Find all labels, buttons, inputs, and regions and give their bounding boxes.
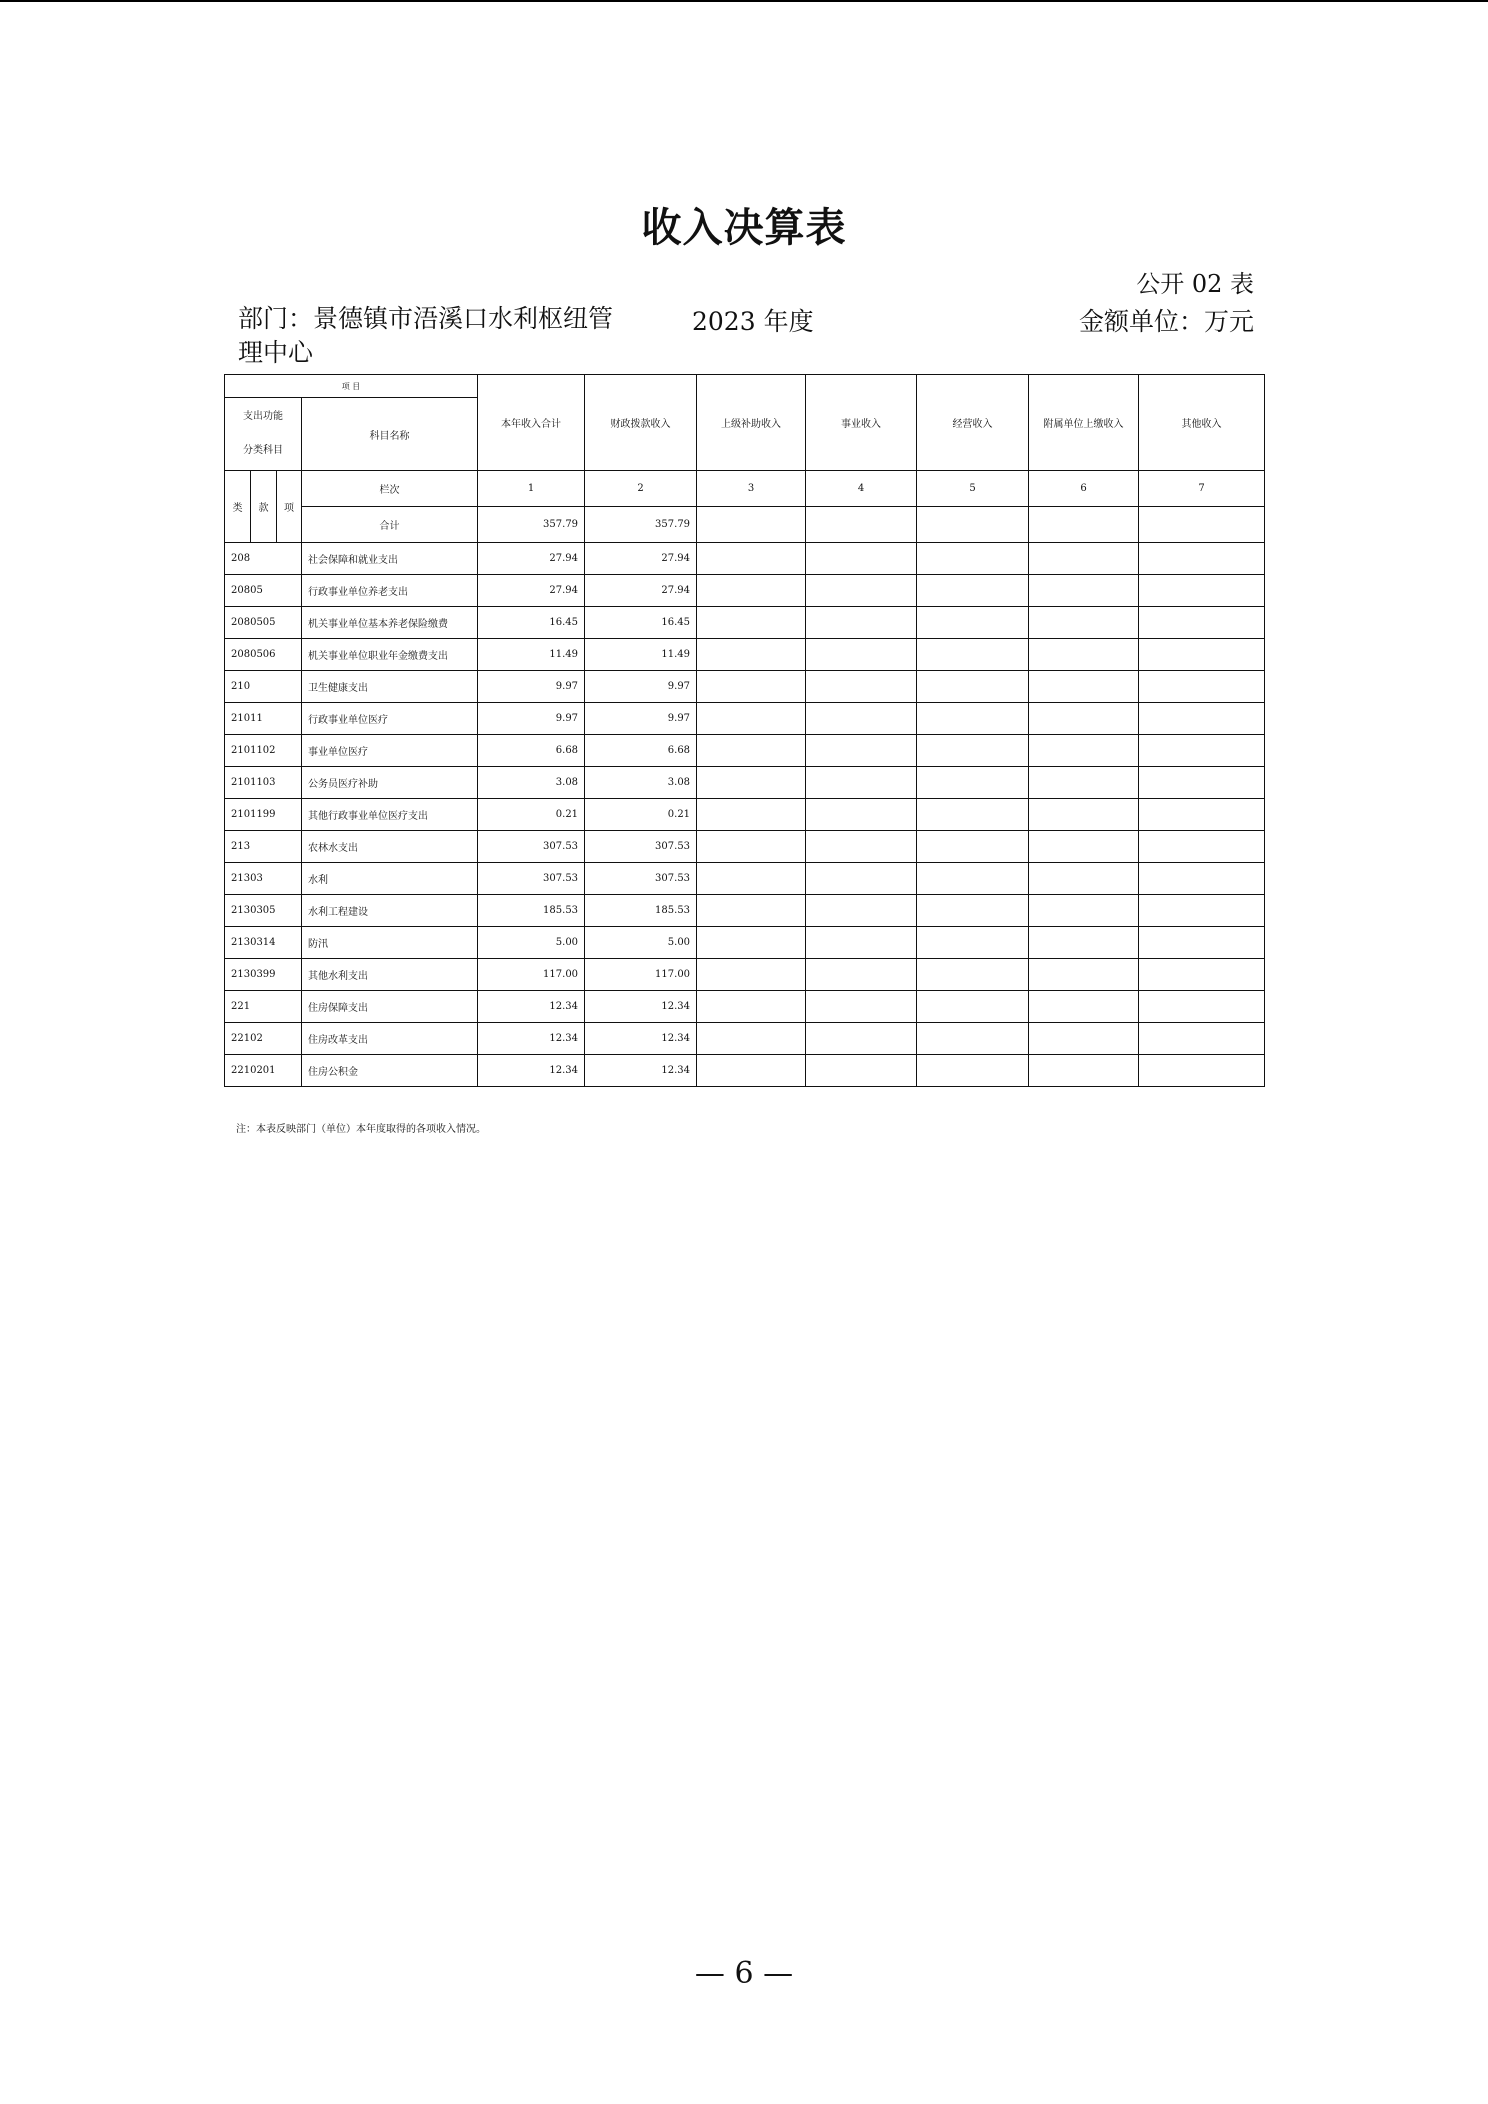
row-operating-income <box>917 639 1029 671</box>
row-superior-subsidy <box>697 831 806 863</box>
row-business-income <box>806 767 917 799</box>
row-subject-name: 住房保障支出 <box>302 991 478 1023</box>
row-other-income <box>1139 959 1265 991</box>
row-affiliated-remittance <box>1029 799 1139 831</box>
row-fiscal-appropriation: 12.34 <box>585 1055 697 1087</box>
col-header-affiliated-remittance: 附属单位上缴收入 <box>1029 375 1139 471</box>
row-business-income <box>806 671 917 703</box>
col-header-total-income: 本年收入合计 <box>478 375 585 471</box>
row-operating-income <box>917 607 1029 639</box>
row-business-income <box>806 543 917 575</box>
row-subject-name: 机关事业单位基本养老保险缴费 <box>302 607 478 639</box>
row-business-income <box>806 607 917 639</box>
row-operating-income <box>917 543 1029 575</box>
row-subject-name: 公务员医疗补助 <box>302 767 478 799</box>
row-fiscal-appropriation: 6.68 <box>585 735 697 767</box>
row-total-income: 185.53 <box>478 895 585 927</box>
row-superior-subsidy <box>697 959 806 991</box>
row-affiliated-remittance <box>1029 991 1139 1023</box>
row-code: 213 <box>225 831 302 863</box>
row-total-income: 9.97 <box>478 703 585 735</box>
row-affiliated-remittance <box>1029 639 1139 671</box>
income-statement-table <box>224 374 1265 1087</box>
func-category-header <box>225 398 302 471</box>
row-fiscal-appropriation: 27.94 <box>585 575 697 607</box>
row-fiscal-appropriation: 3.08 <box>585 767 697 799</box>
row-total-income: 3.08 <box>478 767 585 799</box>
total-empty-cell <box>697 507 806 543</box>
row-superior-subsidy <box>697 991 806 1023</box>
table-row <box>225 543 1265 575</box>
row-business-income <box>806 831 917 863</box>
row-code: 2130305 <box>225 895 302 927</box>
row-subject-name: 水利 <box>302 863 478 895</box>
row-other-income <box>1139 799 1265 831</box>
row-fiscal-appropriation: 9.97 <box>585 703 697 735</box>
column-number-row <box>225 471 1265 507</box>
row-superior-subsidy <box>697 607 806 639</box>
row-subject-name: 其他行政事业单位医疗支出 <box>302 799 478 831</box>
table-row <box>225 831 1265 863</box>
row-subject-name: 社会保障和就业支出 <box>302 543 478 575</box>
row-code: 2210201 <box>225 1055 302 1087</box>
row-total-income: 307.53 <box>478 831 585 863</box>
row-code: 2080506 <box>225 639 302 671</box>
row-superior-subsidy <box>697 895 806 927</box>
row-fiscal-appropriation: 5.00 <box>585 927 697 959</box>
page-title: 收入决算表 <box>641 204 847 251</box>
row-subject-name: 机关事业单位职业年金缴费支出 <box>302 639 478 671</box>
row-code: 208 <box>225 543 302 575</box>
row-affiliated-remittance <box>1029 863 1139 895</box>
row-business-income <box>806 863 917 895</box>
row-operating-income <box>917 767 1029 799</box>
table-row <box>225 991 1265 1023</box>
page-top-border <box>0 0 1488 2</box>
form-number: 公开 02 表 <box>1136 270 1254 298</box>
row-operating-income <box>917 927 1029 959</box>
row-total-income: 6.68 <box>478 735 585 767</box>
total-row <box>225 507 1265 543</box>
row-other-income <box>1139 1055 1265 1087</box>
row-code: 20805 <box>225 575 302 607</box>
row-operating-income <box>917 991 1029 1023</box>
row-code: 2080505 <box>225 607 302 639</box>
table-row <box>225 863 1265 895</box>
row-affiliated-remittance <box>1029 927 1139 959</box>
row-fiscal-appropriation: 9.97 <box>585 671 697 703</box>
fiscal-year: 2023 年度 <box>692 307 814 336</box>
row-operating-income <box>917 575 1029 607</box>
row-code: 21303 <box>225 863 302 895</box>
row-subject-name: 行政事业单位医疗 <box>302 703 478 735</box>
row-fiscal-appropriation: 117.00 <box>585 959 697 991</box>
row-operating-income <box>917 671 1029 703</box>
row-affiliated-remittance <box>1029 895 1139 927</box>
table-row <box>225 799 1265 831</box>
row-fiscal-appropriation: 0.21 <box>585 799 697 831</box>
row-other-income <box>1139 607 1265 639</box>
row-code: 2101102 <box>225 735 302 767</box>
row-subject-name: 事业单位医疗 <box>302 735 478 767</box>
row-operating-income <box>917 895 1029 927</box>
col-header-operating-income: 经营收入 <box>917 375 1029 471</box>
table-row <box>225 895 1265 927</box>
row-subject-name: 住房公积金 <box>302 1055 478 1087</box>
row-code: 210 <box>225 671 302 703</box>
row-other-income <box>1139 575 1265 607</box>
row-total-income: 16.45 <box>478 607 585 639</box>
row-business-income <box>806 735 917 767</box>
col-header-business-income: 事业收入 <box>806 375 917 471</box>
row-business-income <box>806 1023 917 1055</box>
row-other-income <box>1139 895 1265 927</box>
row-other-income <box>1139 927 1265 959</box>
row-subject-name: 行政事业单位养老支出 <box>302 575 478 607</box>
row-other-income <box>1139 767 1265 799</box>
table-row <box>225 1023 1265 1055</box>
row-business-income <box>806 1055 917 1087</box>
row-business-income <box>806 799 917 831</box>
row-total-income: 11.49 <box>478 639 585 671</box>
row-total-income: 307.53 <box>478 863 585 895</box>
row-code: 21011 <box>225 703 302 735</box>
header-row-top <box>225 375 1265 398</box>
row-total-income: 27.94 <box>478 543 585 575</box>
row-fiscal-appropriation: 307.53 <box>585 863 697 895</box>
row-total-income: 0.21 <box>478 799 585 831</box>
total-fiscal-appropriation: 357.79 <box>585 507 697 543</box>
func-category-line1: 支出功能 <box>243 411 283 422</box>
table-row <box>225 927 1265 959</box>
table-row <box>225 575 1265 607</box>
row-total-income: 12.34 <box>478 991 585 1023</box>
row-code: 2101199 <box>225 799 302 831</box>
total-empty-cell <box>1029 507 1139 543</box>
row-operating-income <box>917 831 1029 863</box>
row-fiscal-appropriation: 12.34 <box>585 991 697 1023</box>
column-number-3: 3 <box>697 471 806 507</box>
row-superior-subsidy <box>697 1055 806 1087</box>
row-code: 2130399 <box>225 959 302 991</box>
row-subject-name: 农林水支出 <box>302 831 478 863</box>
row-affiliated-remittance <box>1029 703 1139 735</box>
row-business-income <box>806 991 917 1023</box>
column-number-2: 2 <box>585 471 697 507</box>
column-number-7: 7 <box>1139 471 1265 507</box>
row-total-income: 27.94 <box>478 575 585 607</box>
row-affiliated-remittance <box>1029 831 1139 863</box>
row-other-income <box>1139 863 1265 895</box>
row-subject-name: 住房改革支出 <box>302 1023 478 1055</box>
row-total-income: 12.34 <box>478 1023 585 1055</box>
row-superior-subsidy <box>697 863 806 895</box>
total-label: 合计 <box>302 507 478 543</box>
row-affiliated-remittance <box>1029 575 1139 607</box>
row-operating-income <box>917 799 1029 831</box>
row-affiliated-remittance <box>1029 607 1139 639</box>
row-operating-income <box>917 959 1029 991</box>
row-superior-subsidy <box>697 927 806 959</box>
col-xiang-header: 项 <box>277 471 302 543</box>
row-other-income <box>1139 991 1265 1023</box>
row-other-income <box>1139 671 1265 703</box>
row-superior-subsidy <box>697 1023 806 1055</box>
table-row <box>225 1055 1265 1087</box>
row-affiliated-remittance <box>1029 767 1139 799</box>
row-other-income <box>1139 1023 1265 1055</box>
row-other-income <box>1139 831 1265 863</box>
row-code: 2130314 <box>225 927 302 959</box>
table-row <box>225 703 1265 735</box>
row-code: 2101103 <box>225 767 302 799</box>
row-superior-subsidy <box>697 735 806 767</box>
row-business-income <box>806 895 917 927</box>
row-other-income <box>1139 543 1265 575</box>
row-affiliated-remittance <box>1029 1055 1139 1087</box>
row-business-income <box>806 703 917 735</box>
table-row <box>225 959 1265 991</box>
column-number-1: 1 <box>478 471 585 507</box>
row-fiscal-appropriation: 307.53 <box>585 831 697 863</box>
row-fiscal-appropriation: 12.34 <box>585 1023 697 1055</box>
row-superior-subsidy <box>697 799 806 831</box>
row-code: 22102 <box>225 1023 302 1055</box>
row-fiscal-appropriation: 185.53 <box>585 895 697 927</box>
row-affiliated-remittance <box>1029 671 1139 703</box>
row-superior-subsidy <box>697 703 806 735</box>
row-affiliated-remittance <box>1029 735 1139 767</box>
item-header: 项 目 <box>225 375 478 398</box>
col-header-other-income: 其他收入 <box>1139 375 1265 471</box>
row-subject-name: 水利工程建设 <box>302 895 478 927</box>
col-kuan-header: 款 <box>251 471 277 543</box>
total-empty-cell <box>806 507 917 543</box>
row-operating-income <box>917 863 1029 895</box>
total-total-income: 357.79 <box>478 507 585 543</box>
row-total-income: 9.97 <box>478 671 585 703</box>
table-row <box>225 735 1265 767</box>
row-business-income <box>806 575 917 607</box>
row-fiscal-appropriation: 27.94 <box>585 543 697 575</box>
table-row <box>225 607 1265 639</box>
row-operating-income <box>917 1055 1029 1087</box>
col-header-fiscal-appropriation: 财政拨款收入 <box>585 375 697 471</box>
row-other-income <box>1139 735 1265 767</box>
page-number: — 6 — <box>694 1956 794 1991</box>
row-superior-subsidy <box>697 671 806 703</box>
row-business-income <box>806 959 917 991</box>
table-row <box>225 671 1265 703</box>
row-other-income <box>1139 703 1265 735</box>
row-fiscal-appropriation: 11.49 <box>585 639 697 671</box>
row-subject-name: 其他水利支出 <box>302 959 478 991</box>
col-header-superior-subsidy: 上级补助收入 <box>697 375 806 471</box>
row-total-income: 5.00 <box>478 927 585 959</box>
row-operating-income <box>917 1023 1029 1055</box>
table-row <box>225 639 1265 671</box>
func-category-line2: 分类科目 <box>243 445 283 456</box>
table-row <box>225 767 1265 799</box>
row-affiliated-remittance <box>1029 543 1139 575</box>
row-total-income: 117.00 <box>478 959 585 991</box>
row-superior-subsidy <box>697 767 806 799</box>
column-row-label: 栏次 <box>302 471 478 507</box>
column-number-6: 6 <box>1029 471 1139 507</box>
row-affiliated-remittance <box>1029 1023 1139 1055</box>
row-total-income: 12.34 <box>478 1055 585 1087</box>
row-business-income <box>806 927 917 959</box>
column-number-4: 4 <box>806 471 917 507</box>
amount-unit: 金额单位：万元 <box>1078 307 1254 336</box>
row-superior-subsidy <box>697 575 806 607</box>
column-number-5: 5 <box>917 471 1029 507</box>
row-superior-subsidy <box>697 543 806 575</box>
row-code: 221 <box>225 991 302 1023</box>
department-label: 部门：景德镇市浯溪口水利枢纽管理中心 <box>238 304 614 367</box>
col-lei-header: 类 <box>225 471 251 543</box>
row-subject-name: 防汛 <box>302 927 478 959</box>
row-superior-subsidy <box>697 639 806 671</box>
row-fiscal-appropriation: 16.45 <box>585 607 697 639</box>
row-affiliated-remittance <box>1029 959 1139 991</box>
total-empty-cell <box>917 507 1029 543</box>
row-operating-income <box>917 703 1029 735</box>
row-operating-income <box>917 735 1029 767</box>
row-subject-name: 卫生健康支出 <box>302 671 478 703</box>
row-business-income <box>806 639 917 671</box>
table-note: 注：本表反映部门（单位）本年度取得的各项收入情况。 <box>236 1124 486 1135</box>
total-empty-cell <box>1139 507 1265 543</box>
row-other-income <box>1139 639 1265 671</box>
subject-name-header: 科目名称 <box>302 398 478 471</box>
